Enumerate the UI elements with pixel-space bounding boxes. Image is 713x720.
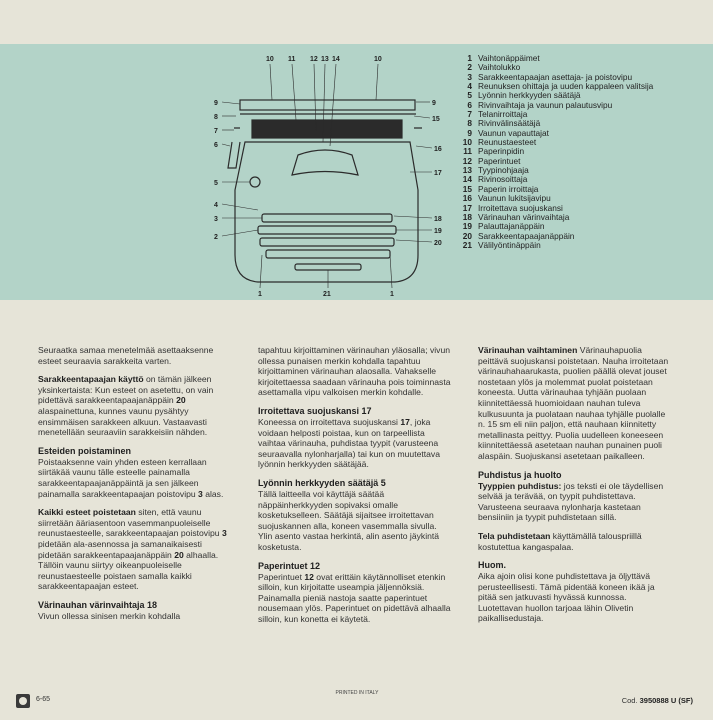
callout-17: 17 — [434, 170, 442, 177]
typewriter-diagram — [200, 50, 450, 300]
section-title: Paperintuet 12 — [258, 560, 321, 571]
callout-6: 6 — [214, 142, 218, 149]
section-title: Sarakkeentapaajan käyttö — [38, 374, 144, 385]
legend-number: 6 — [467, 99, 472, 110]
page-footer — [0, 690, 713, 720]
callout-10a: 10 — [266, 56, 274, 63]
section-note: Aika ajoin olisi kone puhdistettava ja öljyttävä perusteellisesti. Tämä pidentää koneen ikää ja pitää sen jatkuvasti hyvässä kunnossa. Luotettavan huollon tarjoaa lähin Olivetin paikallisedustaja. — [478, 571, 655, 624]
callout-3: 3 — [214, 216, 218, 223]
legend-number: 2 — [467, 62, 472, 73]
callout-21: 21 — [323, 291, 331, 298]
callout-5: 5 — [214, 180, 218, 187]
legend-number: 14 — [462, 174, 472, 185]
parts-legend — [458, 54, 708, 250]
olivetti-logo-icon — [16, 694, 30, 708]
section-paper-supports: Paperintuet 12 ovat erittäin käytännolliset etenkin silloin, kun kirjoitatte useampia jäljennöksiä. Painamalla pieniä nastoja saatte paperintuet nousemaan ylös. Paperintuet on pidettävä alhaalla silloin, kun konetta ei käytetä. — [258, 571, 451, 624]
legend-number: 1 — [467, 53, 472, 63]
callout-8: 8 — [214, 114, 218, 121]
legend-number: 16 — [462, 193, 472, 204]
section-title: Värinauhan vaihtaminen — [478, 345, 578, 355]
section-title: Lyönnin herkkyyden säätäjä 5 — [258, 477, 386, 488]
legend-number: 8 — [467, 118, 472, 129]
callout-9-right: 9 — [432, 100, 436, 107]
callout-20: 20 — [434, 240, 442, 247]
product-code: Cod. 3950888 U (SF) — [621, 696, 693, 705]
callout-12: 12 — [310, 56, 318, 63]
legend-label: Rivinosoittaja — [478, 174, 528, 185]
legend-number: 9 — [467, 127, 472, 138]
legend-number: 3 — [467, 71, 472, 82]
legend-label: Vaunun vapauttajat — [478, 127, 549, 138]
section-touch-control: Tällä laitteella voi käyttäjä säätää näppäinherkkyyden sopivaksi omalle kosketukselleen. Säätäjä sijaitsee irroitettavan suojuskannen alla, koneen vasemmalla sivulla. Ylin asento vastaa herkintä, alin asento jäykintä kosketusta. — [258, 488, 440, 552]
callout-18: 18 — [434, 216, 442, 223]
legend-label: Paperintuet — [478, 155, 521, 166]
text-column-1 — [38, 345, 233, 629]
callout-1b: 1 — [390, 291, 394, 298]
section-ribbon-color: Vivun ollessa sinisen merkin kohdalla — [38, 610, 181, 621]
section-tab-usage: Sarakkeentapaajan käyttö on tämän jälkeen yksinkertaista: Kun esteet on asetettu, on vain pidettävä sarakkeentapaajanäppäin 20 alaspainettuna, kunnes vaunu pysähtyy ensimmäisen sarakkeen alkuun. Vastaavasti menetellään seuraaviin sarakkeisiin nähden. — [38, 374, 214, 438]
key-row-2 — [258, 226, 396, 234]
legend-number: 4 — [467, 81, 472, 92]
legend-label: Irroitettava suojuskansi — [478, 202, 563, 213]
legend-number: 5 — [467, 90, 472, 101]
touch-control-knob — [250, 177, 260, 187]
print-date: 6-65 — [36, 696, 51, 703]
legend-number: 18 — [462, 211, 472, 222]
section-remove-stops: Poistaaksenne vain yhden esteen kerrallaan siirtäkää vaunu tälle esteelle painamalla sarakkeentapaajanäppäintä ja sen jälkeen painamalla sarakkeentapaajan poistovipu 3 alas. — [38, 456, 224, 499]
callout-10b: 10 — [374, 56, 382, 63]
section-platen-cleaning: Tela puhdistetaan käyttämällä talouspriillä kostutettua kangaspalaa. — [478, 530, 642, 552]
section-title: Esteiden poistaminen — [38, 445, 132, 456]
section-title: Puhdistus ja huolto — [478, 469, 562, 480]
legend-label: Rivinvälinsäätäjä — [478, 118, 541, 129]
platen — [252, 120, 402, 138]
key-row-4 — [266, 250, 390, 258]
legend-number: 15 — [462, 183, 472, 194]
legend-number: 7 — [467, 109, 472, 120]
key-row-3 — [260, 238, 394, 246]
space-bar — [295, 264, 361, 270]
callout-11: 11 — [288, 56, 296, 63]
intro-paragraph: Seuraatka samaa menetelmää asettaaksenne esteet seuraavia sarakkeita varten. — [38, 345, 214, 366]
legend-number: 19 — [462, 221, 472, 232]
legend-label: Vaihtolukko — [478, 62, 521, 73]
callout-16: 16 — [434, 146, 442, 153]
legend-label: Rivinvaihtaja ja vaunun palautusvipu — [478, 99, 613, 110]
text-column-2 — [258, 345, 453, 632]
legend-number: 11 — [463, 146, 472, 157]
section-cleaning: Tyyppien puhdistus: jos teksti ei ole täydellisen selvää ja terävää, on tyypit puhdistettava. Varusteena seuraava nylonharja kastetaan bensiiniin ja tyypit puhdistetaan sillä. — [478, 480, 664, 523]
legend-label: Sarakkeentapaajanäppäin — [478, 230, 575, 241]
legend-label: Reunuksen ohittaja ja uuden kappaleen valitsija — [478, 81, 654, 92]
callout-13: 13 — [321, 56, 329, 63]
carriage-top — [240, 100, 415, 110]
section-ribbon-change: Värinauhan vaihtaminen Värinauhapuolia peittävä suojuskansi poistetaan. Nauha irroitetaan värinauhahaarukasta, puolien päällä olevat jouset nostetaan ylös ja molemmat puolat poistetaan koneesta. Uutta värinauhaa tyhjään puolaan kiinnitettäessä huomioidaan nauhan tuleva kulkusuunta ja puolataan nauhaa tyhjälle puolalle n. 15 sm eli niin paljon, että nauhaan kiinnitetty metallinasta peittyy. Puolia uudelleen koneeseen kiinnitettäessä asetetaan nauhan punainen puoli alaspäin. Suojuskansi asetetaan paikalleen. — [478, 345, 669, 461]
printed-in-italy-mark: PRINTED IN ITALY — [335, 690, 379, 696]
legend-label: Vaunun lukitsijavipu — [478, 193, 551, 204]
legend-label: Välilyöntinäppäin — [478, 239, 541, 250]
type-basket — [292, 150, 358, 175]
section-remove-all: Kaikki esteet poistetaan siten, että vaunu siirretään ääriasentoon vasemmanpuoleiselle reunustaesteelle, sarakkeentapaajan poistovipu 3 pidetään ala-asennossa ja samanaikaisesti pidetään sarakkeentapaajanäppäin 20 alhaalla. Tällöin vaunu siirtyy oikeanpuoleiselle reunustaesteelle poistaen samalla kaikki sarakkeentapaajan esteet. — [38, 507, 227, 592]
legend-number: 12 — [462, 155, 472, 166]
callout-2: 2 — [214, 234, 218, 241]
callout-1a: 1 — [258, 291, 262, 298]
legend-item — [458, 241, 708, 250]
callout-4: 4 — [214, 202, 218, 209]
section-title: Värinauhan värinvaihtaja 18 — [38, 599, 158, 610]
callout-19: 19 — [434, 228, 442, 235]
callout-7: 7 — [214, 128, 218, 135]
legend-number: 17 — [462, 202, 472, 213]
section-cover: Koneessa on irroitettava suojuskansi 17, joka voidaan helposti poistaa, kun on tarpeellista vaihtaa värinauha, puhdistaa tyypit (varusteena seuraavalla nylonharjalla) tai kun on muutettava lyönnin herkkyyden säätäjää. — [258, 416, 441, 470]
legend-label: Vaihtonäppäimet — [478, 53, 540, 63]
legend-label: Palauttajanäppäin — [478, 221, 545, 232]
legend-label: Reunustaesteet — [478, 137, 537, 148]
legend-label: Lyönnin herkkyyden säätäjä — [478, 90, 581, 101]
legend-number: 21 — [462, 239, 472, 250]
legend-label: Tyypinohjaaja — [478, 165, 529, 176]
legend-number: 10 — [462, 137, 472, 148]
callout-14: 14 — [332, 56, 340, 63]
legend-label: Telanirroittaja — [478, 109, 528, 120]
legend-label: Paperin irroittaja — [478, 183, 539, 194]
legend-label: Sarakkeentapaajan asettaja- ja poistovipu — [478, 71, 633, 82]
ribbon-color-continued: tapahtuu kirjoittaminen värinauhan yläosalla; vivun ollessa punaisen merkin kohdalla tapahtuu kirjoittaminen värinauhan alaosalla. Vahakselle kirjoitettaessa saadaan värinauha pois toiminnasta asettamalla vipu valkoisen merkin kohdalle. — [258, 345, 451, 398]
section-title: Tela puhdistetaan — [478, 530, 551, 541]
callout-9-left: 9 — [214, 100, 218, 107]
callout-15: 15 — [432, 116, 440, 123]
key-row-1 — [262, 214, 392, 222]
text-column-3 — [478, 345, 673, 632]
legend-number: 13 — [462, 165, 472, 176]
section-title: Irroitettava suojuskansi 17 — [258, 405, 372, 416]
legend-label: Värinauhan värinvaihtaja — [478, 211, 570, 222]
section-title: Kaikki esteet poistetaan — [38, 507, 136, 518]
legend-number: 20 — [462, 230, 472, 241]
legend-label: Paperinpidin — [478, 146, 525, 157]
section-title: Huom. — [478, 560, 506, 571]
